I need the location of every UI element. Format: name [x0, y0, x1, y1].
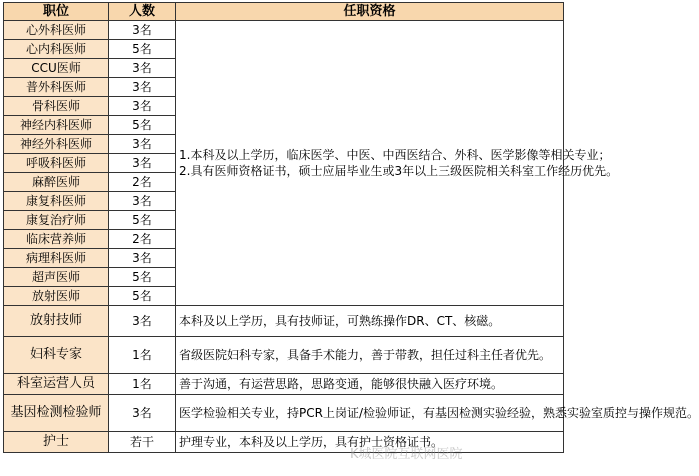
qualification-line-1: 1.本科及以上学历，临床医学、中医、中西医结合、外科、医学影像等相关专业； [179, 148, 611, 162]
qualification-cell: 善于沟通，有运营思路，思路变通，能够很快融入医疗环境。 [176, 374, 564, 395]
count-cell: 3名 [109, 59, 176, 78]
count-cell: 3名 [109, 135, 176, 154]
qualification-cell: 护理专业，本科及以上学历，具有护士资格证书。 [176, 432, 564, 453]
count-cell: 5名 [109, 211, 176, 230]
position-cell: 妇科专家 [4, 337, 109, 374]
position-cell: 基因检测检验师 [4, 395, 109, 432]
position-cell: 超声医师 [4, 268, 109, 287]
count-cell: 3名 [109, 192, 176, 211]
position-cell: 临床营养师 [4, 230, 109, 249]
position-cell: 神经外科医师 [4, 135, 109, 154]
header-qualification: 任职资格 [176, 3, 564, 21]
header-position: 职位 [4, 3, 109, 21]
qualification-cell: 省级医院妇科专家，具备手术能力，善于带教，担任过科主任者优先。 [176, 337, 564, 374]
table-row [4, 374, 564, 395]
header-count: 人数 [109, 3, 176, 21]
table-row [4, 432, 564, 453]
count-cell: 3名 [109, 249, 176, 268]
count-cell: 1名 [109, 374, 176, 395]
count-cell: 5名 [109, 116, 176, 135]
count-cell: 5名 [109, 268, 176, 287]
position-cell: 科室运营人员 [4, 374, 109, 395]
count-cell: 5名 [109, 287, 176, 306]
position-cell: 神经内科医师 [4, 116, 109, 135]
position-cell: 呼吸科医师 [4, 154, 109, 173]
position-cell: 麻醉医师 [4, 173, 109, 192]
position-cell: 心内科医师 [4, 40, 109, 59]
count-cell: 3名 [109, 21, 176, 40]
qualification-cell: 医学检验相关专业，持PCR上岗证/检验师证，有基因检测实验经验，熟悉实验室质控与操作规范。 [176, 395, 564, 432]
position-cell: 康复科医师 [4, 192, 109, 211]
count-cell: 3名 [109, 395, 176, 432]
table-row [4, 306, 564, 337]
position-cell: 病理科医师 [4, 249, 109, 268]
count-cell: 3名 [109, 78, 176, 97]
recruitment-table [3, 2, 699, 453]
count-cell: 3名 [109, 154, 176, 173]
table-row [4, 21, 564, 40]
position-cell: 放射医师 [4, 287, 109, 306]
qualification-line-2: 2.具有医师资格证书，硕士应届毕业生或3年以上三级医院相关科室工作经历优先。 [179, 164, 619, 178]
count-cell: 若干 [109, 432, 176, 453]
header-row [4, 3, 564, 21]
position-cell: 护士 [4, 432, 109, 453]
position-cell: 放射技师 [4, 306, 109, 337]
position-cell: 普外科医师 [4, 78, 109, 97]
watermark: K城医院互联网医院 [350, 447, 463, 462]
position-cell: 心外科医师 [4, 21, 109, 40]
position-cell: 康复治疗师 [4, 211, 109, 230]
position-cell: CCU医师 [4, 59, 109, 78]
table-row [4, 395, 564, 432]
count-cell: 1名 [109, 337, 176, 374]
count-cell: 3名 [109, 306, 176, 337]
qualification-cell: 本科及以上学历，具有技师证，可熟练操作DR、CT、核磁。 [176, 306, 564, 337]
count-cell: 2名 [109, 230, 176, 249]
table-row [4, 337, 564, 374]
count-cell: 2名 [109, 173, 176, 192]
position-cell: 骨科医师 [4, 97, 109, 116]
shared-qualification-cell [176, 21, 619, 306]
count-cell: 5名 [109, 40, 176, 59]
count-cell: 3名 [109, 97, 176, 116]
